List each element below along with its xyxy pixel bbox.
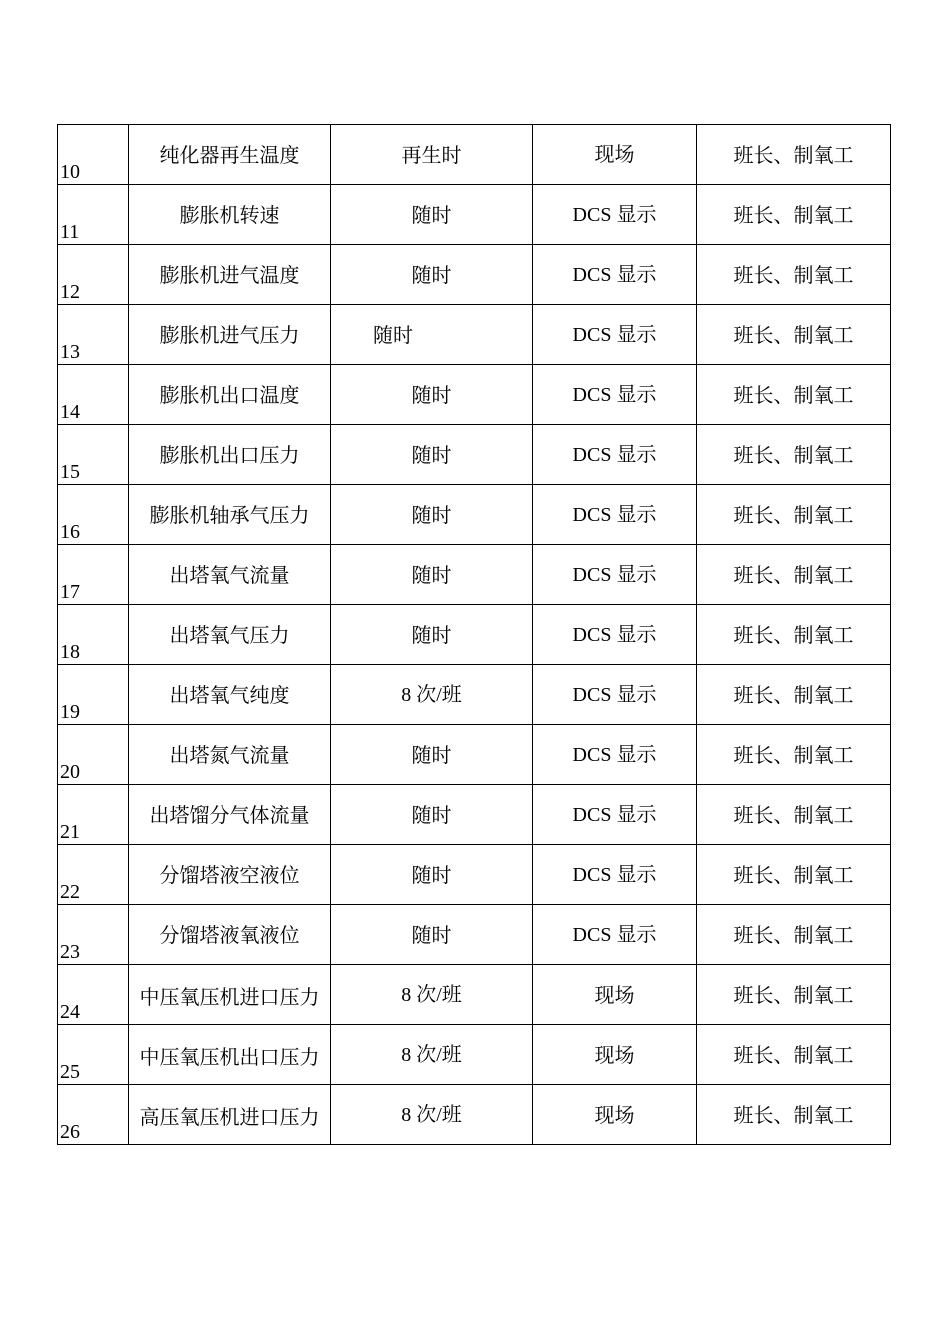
parameter-name: 膨胀机转速 <box>129 185 331 245</box>
check-method: DCS 显示 <box>533 365 697 425</box>
responsible-person: 班长、制氧工 <box>697 1025 891 1085</box>
check-method: DCS 显示 <box>533 785 697 845</box>
responsible-person: 班长、制氧工 <box>697 545 891 605</box>
responsible-person: 班长、制氧工 <box>697 725 891 785</box>
responsible-person: 班长、制氧工 <box>697 845 891 905</box>
check-frequency: 随时 <box>331 725 533 785</box>
responsible-person: 班长、制氧工 <box>697 605 891 665</box>
table-row <box>58 485 891 545</box>
check-method: DCS 显示 <box>533 665 697 725</box>
table-row <box>58 665 891 725</box>
table-row <box>58 125 891 185</box>
parameter-name: 膨胀机轴承气压力 <box>129 485 331 545</box>
table-row <box>58 545 891 605</box>
check-method: 现场 <box>533 125 697 185</box>
table-row <box>58 245 891 305</box>
check-method: DCS 显示 <box>533 605 697 665</box>
check-frequency: 随时 <box>331 425 533 485</box>
row-number: 12 <box>58 245 129 305</box>
parameter-name: 出塔氧气流量 <box>129 545 331 605</box>
responsible-person: 班长、制氧工 <box>697 425 891 485</box>
check-frequency: 8 次/班 <box>331 1025 533 1085</box>
table-row <box>58 365 891 425</box>
table-row <box>58 725 891 785</box>
responsible-person: 班长、制氧工 <box>697 965 891 1025</box>
parameter-name: 纯化器再生温度 <box>129 125 331 185</box>
table-row <box>58 1085 891 1145</box>
table-row <box>58 785 891 845</box>
parameter-name: 膨胀机进气压力 <box>129 305 331 365</box>
parameter-name: 中压氧压机出口压力 <box>129 1025 331 1085</box>
parameter-name: 出塔氧气纯度 <box>129 665 331 725</box>
check-frequency: 随时 <box>331 245 533 305</box>
row-number: 18 <box>58 605 129 665</box>
row-number: 24 <box>58 965 129 1025</box>
responsible-person: 班长、制氧工 <box>697 785 891 845</box>
check-method: DCS 显示 <box>533 305 697 365</box>
row-number: 15 <box>58 425 129 485</box>
table-row <box>58 305 891 365</box>
table-row <box>58 185 891 245</box>
check-method: DCS 显示 <box>533 425 697 485</box>
table-body <box>58 125 891 1145</box>
responsible-person: 班长、制氧工 <box>697 245 891 305</box>
responsible-person: 班长、制氧工 <box>697 365 891 425</box>
responsible-person: 班长、制氧工 <box>697 185 891 245</box>
row-number: 13 <box>58 305 129 365</box>
check-method: DCS 显示 <box>533 185 697 245</box>
parameter-name: 膨胀机进气温度 <box>129 245 331 305</box>
check-method: DCS 显示 <box>533 845 697 905</box>
check-frequency: 随时 <box>331 785 533 845</box>
check-method: DCS 显示 <box>533 725 697 785</box>
check-frequency: 8 次/班 <box>331 1085 533 1145</box>
parameter-name: 中压氧压机进口压力 <box>129 965 331 1025</box>
row-number: 22 <box>58 845 129 905</box>
check-frequency: 随时 <box>331 545 533 605</box>
row-number: 14 <box>58 365 129 425</box>
table-row <box>58 605 891 665</box>
parameter-name: 分馏塔液氧液位 <box>129 905 331 965</box>
inspection-parameter-table <box>57 124 891 1145</box>
parameter-name: 膨胀机出口压力 <box>129 425 331 485</box>
check-frequency: 随时 <box>331 365 533 425</box>
check-frequency: 随时 <box>331 485 533 545</box>
parameter-name: 膨胀机出口温度 <box>129 365 331 425</box>
row-number: 21 <box>58 785 129 845</box>
check-method: DCS 显示 <box>533 545 697 605</box>
responsible-person: 班长、制氧工 <box>697 905 891 965</box>
check-method: 现场 <box>533 1085 697 1145</box>
check-frequency: 随时 <box>331 605 533 665</box>
check-frequency: 8 次/班 <box>331 965 533 1025</box>
check-frequency: 随时 <box>331 845 533 905</box>
row-number: 16 <box>58 485 129 545</box>
table-row <box>58 845 891 905</box>
responsible-person: 班长、制氧工 <box>697 485 891 545</box>
responsible-person: 班长、制氧工 <box>697 125 891 185</box>
check-method: 现场 <box>533 965 697 1025</box>
parameter-name: 分馏塔液空液位 <box>129 845 331 905</box>
row-number: 25 <box>58 1025 129 1085</box>
check-frequency: 随时 <box>331 905 533 965</box>
check-method: DCS 显示 <box>533 485 697 545</box>
parameter-name: 出塔氧气压力 <box>129 605 331 665</box>
row-number: 11 <box>58 185 129 245</box>
row-number: 17 <box>58 545 129 605</box>
row-number: 20 <box>58 725 129 785</box>
table-row <box>58 965 891 1025</box>
check-method: DCS 显示 <box>533 905 697 965</box>
check-method: 现场 <box>533 1025 697 1085</box>
check-frequency: 随时 <box>331 305 533 365</box>
check-frequency: 8 次/班 <box>331 665 533 725</box>
row-number: 10 <box>58 125 129 185</box>
row-number: 19 <box>58 665 129 725</box>
parameter-name: 出塔氮气流量 <box>129 725 331 785</box>
table-row <box>58 425 891 485</box>
responsible-person: 班长、制氧工 <box>697 665 891 725</box>
check-frequency: 随时 <box>331 185 533 245</box>
responsible-person: 班长、制氧工 <box>697 305 891 365</box>
check-frequency: 再生时 <box>331 125 533 185</box>
table-row <box>58 1025 891 1085</box>
table-row <box>58 905 891 965</box>
parameter-name: 高压氧压机进口压力 <box>129 1085 331 1145</box>
parameter-name: 出塔馏分气体流量 <box>129 785 331 845</box>
row-number: 23 <box>58 905 129 965</box>
row-number: 26 <box>58 1085 129 1145</box>
responsible-person: 班长、制氧工 <box>697 1085 891 1145</box>
check-method: DCS 显示 <box>533 245 697 305</box>
